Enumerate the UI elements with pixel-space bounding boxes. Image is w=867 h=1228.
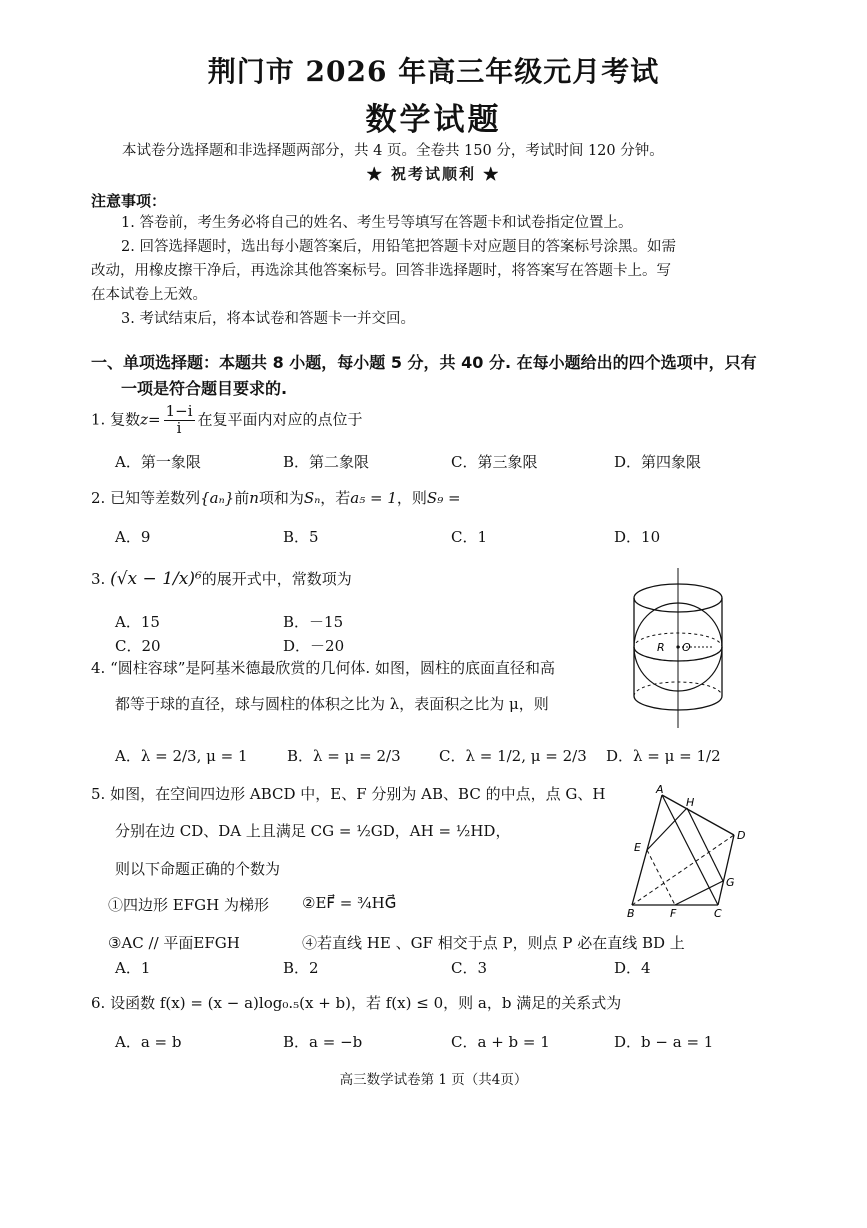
question-6: 6. 设函数 f(x) = (x − a)log₀.₅(x + b)，若 f(x) ≤ 0，则 a，b 满足的关系式为 bbox=[91, 994, 622, 1012]
question-4-line-2: 都等于球的直径，球与圆柱的体积之比为 λ，表面积之比为 μ，则 bbox=[115, 695, 549, 713]
vertex-label-f: F bbox=[670, 907, 677, 920]
question-5-line-2: 分别在边 CD、DA 上且满足 CG = ½GD，AH = ½HD， bbox=[115, 822, 511, 840]
q5-proposition-4: ④若直线 HE 、GF 相交于点 P，则点 P 必在直线 BD 上 bbox=[302, 934, 685, 952]
q1-option-a: A．第一象限 bbox=[115, 453, 201, 471]
q1-option-c: C．第三象限 bbox=[451, 453, 538, 471]
note-item-2-line-2: 改动，用橡皮擦干净后，再选涂其他答案标号。回答非选择题时，将答案写在答题卡上。写 bbox=[91, 263, 671, 279]
vertex-label-h: H bbox=[686, 796, 695, 809]
note-item-3: 3. 考试结束后，将本试卷和答题卡一并交回。 bbox=[121, 311, 415, 327]
section-1-heading-line-2: 一项是符合题目要求的. bbox=[121, 379, 288, 398]
q1-option-d: D．第四象限 bbox=[614, 453, 702, 471]
question-3: 3. (√x − 1/x)⁶的展开式中，常数项为 bbox=[91, 569, 352, 589]
note-item-1: 1. 答卷前，考生务必将自己的姓名、考生号等填写在答题卡和试卷指定位置上。 bbox=[121, 215, 633, 231]
q4-option-c: C．λ = 1/2, μ = 2/3 bbox=[439, 747, 587, 765]
q2-option-d: D．10 bbox=[614, 528, 661, 546]
q4-option-a: A．λ = 2/3, μ = 1 bbox=[115, 747, 248, 765]
q3-expression: (√x − 1/x)⁶ bbox=[110, 569, 202, 589]
q6-option-d: D．b − a = 1 bbox=[614, 1033, 714, 1051]
question-5-line-1: 5. 如图，在空间四边形 ABCD 中，E、F 分别为 AB、BC 的中点，点 G、H bbox=[91, 785, 606, 803]
figure-label-o: O bbox=[682, 641, 691, 654]
note-item-2-line-3: 在本试卷上无效。 bbox=[91, 287, 207, 303]
question-4-line-1: 4. “圆柱容球”是阿基米德最欣赏的几何体. 如图，圆柱的底面直径和高 bbox=[91, 659, 555, 677]
notes-title: 注意事项： bbox=[91, 192, 167, 210]
exam-title: 荆门市 2026 年高三年级元月考试 bbox=[207, 55, 660, 88]
question-1: 1. 复数z= $\frac{1-i}{i}$ 在复平面内对应的点位于 bbox=[91, 402, 363, 437]
good-luck-line: ★ 祝考试顺利 ★ bbox=[366, 165, 501, 183]
q5-option-b: B．2 bbox=[283, 959, 319, 977]
figure-label-r: R bbox=[657, 641, 665, 654]
vertex-label-d: D bbox=[737, 829, 746, 842]
space-quadrilateral-figure bbox=[622, 783, 752, 923]
q3-option-c: C．20 bbox=[115, 637, 161, 655]
q2-option-b: B．5 bbox=[283, 528, 319, 546]
vertex-label-c: C bbox=[714, 907, 722, 920]
vertex-label-g: G bbox=[726, 876, 735, 889]
q3-option-a: A．15 bbox=[115, 613, 160, 631]
q6-option-b: B．a = −b bbox=[283, 1033, 363, 1051]
exam-subtitle: 数学试题 bbox=[365, 102, 502, 138]
q5-option-c: C．3 bbox=[451, 959, 488, 977]
q3-option-d: D．－20 bbox=[283, 637, 345, 655]
q3-option-b: B．－15 bbox=[283, 613, 344, 631]
question-2: 2. 已知等差数列{aₙ}前n项和为Sₙ，若a₅ = 1，则S₉ = bbox=[91, 489, 461, 507]
vertex-label-b: B bbox=[627, 907, 635, 920]
page-footer: 高三数学试卷第 1 页（共4页） bbox=[339, 1072, 528, 1088]
section-1-heading: 一、单项选择题：本题共 8 小题，每小题 5 分，共 40 分. 在每小题给出的四个选项中，只有 bbox=[91, 353, 757, 372]
q6-option-a: A．a = b bbox=[115, 1033, 182, 1051]
vertex-label-e: E bbox=[634, 841, 641, 854]
q5-proposition-1: ①四边形 EFGH 为梯形 bbox=[108, 896, 269, 914]
q4-option-d: D．λ = μ = 1/2 bbox=[606, 747, 721, 765]
q1-fraction: $\frac{1-i}{i}$ bbox=[165, 402, 193, 437]
vertex-label-a: A bbox=[656, 783, 664, 796]
q5-option-a: A．1 bbox=[115, 959, 151, 977]
q5-option-d: D．4 bbox=[614, 959, 651, 977]
exam-intro: 本试卷分选择题和非选择题两部分，共 4 页。全卷共 150 分，考试时间 120 分钟。 bbox=[122, 143, 664, 159]
q1-option-b: B．第二象限 bbox=[283, 453, 370, 471]
q2-option-c: C．1 bbox=[451, 528, 488, 546]
q2-option-a: A．9 bbox=[115, 528, 151, 546]
q4-option-b: B．λ = μ = 2/3 bbox=[287, 747, 401, 765]
question-5-line-3: 则以下命题正确的个数为 bbox=[115, 860, 281, 878]
q5-proposition-2: ②EF⃗ = ¾HG⃗ bbox=[302, 894, 397, 912]
q6-option-c: C．a + b = 1 bbox=[451, 1033, 550, 1051]
cylinder-sphere-figure bbox=[625, 568, 730, 728]
note-item-2-line-1: 2. 回答选择题时，选出每小题答案后，用铅笔把答题卡对应题目的答案标号涂黑。如需 bbox=[121, 239, 676, 255]
q5-proposition-3: ③AC // 平面EFGH bbox=[108, 934, 240, 952]
